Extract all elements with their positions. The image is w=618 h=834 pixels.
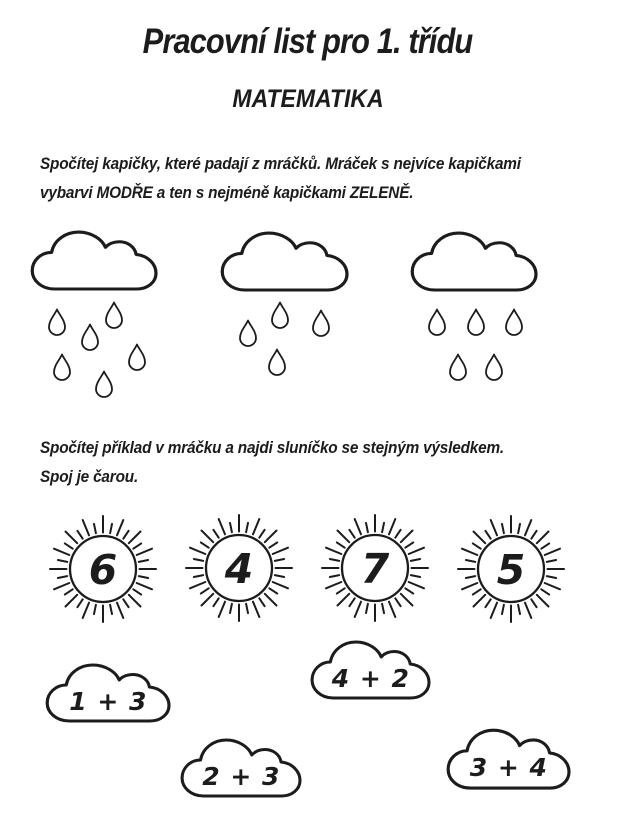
sun-3[interactable] <box>322 515 428 621</box>
sun-ray-icon <box>366 604 368 613</box>
sun-ray-icon <box>382 523 384 532</box>
expression-text: 1 + 3 <box>69 687 148 716</box>
sun-ray-icon <box>547 576 556 578</box>
rain-cloud-group-right <box>412 233 536 380</box>
sun-ray-icon <box>349 530 354 538</box>
sun-ray-icon <box>201 588 209 593</box>
sun-ray-icon <box>83 603 89 618</box>
sun-number: 5 <box>496 546 526 594</box>
sun-ray-icon <box>65 543 73 548</box>
raindrop-icon <box>269 350 285 376</box>
sun-ray-icon <box>518 524 520 533</box>
sun-ray-icon <box>110 524 112 533</box>
sun-ray-icon <box>94 524 96 533</box>
sun-ray-icon <box>330 559 339 561</box>
sun-ray-icon <box>382 604 384 613</box>
expression-text: 2 + 3 <box>202 762 281 791</box>
rain-cloud-group-left <box>32 232 156 397</box>
task1-instruction-line2: vybarvi MODŘE a ten s nejméně kapičkami ZELENĚ. <box>40 184 414 202</box>
sun-ray-icon <box>411 575 420 577</box>
sun-ray-icon <box>473 589 481 594</box>
sun-ray-icon <box>502 605 504 614</box>
sun-ray-icon <box>525 603 531 618</box>
sun-ray-icon <box>58 576 67 578</box>
task1-instruction-line1: Spočítej kapičky, které padají z mráčků. Mráček s nejvíce kapičkami <box>40 155 521 173</box>
sun-2[interactable] <box>186 515 292 621</box>
sun-ray-icon <box>202 594 214 606</box>
sun-ray-icon <box>545 549 560 555</box>
raindrop-icon <box>429 310 445 336</box>
sun-ray-icon <box>545 583 560 589</box>
raindrop-icon <box>450 355 466 381</box>
sun-ray-icon <box>518 605 520 614</box>
raindrop-icon <box>506 310 522 336</box>
rain-cloud-right[interactable] <box>412 233 536 290</box>
sun-ray-icon <box>54 583 69 589</box>
sun-ray-icon <box>537 595 549 607</box>
rain-cloud-middle[interactable] <box>222 233 347 290</box>
sun-ray-icon <box>201 542 209 547</box>
sun-ray-icon <box>123 531 128 539</box>
page-title: Pracovní list pro 1. třídu <box>142 22 473 61</box>
sun-number: 4 <box>224 545 254 593</box>
sun-ray-icon <box>474 595 486 607</box>
sun-ray-icon <box>77 531 82 539</box>
sun-ray-icon <box>349 598 354 606</box>
sun-ray-icon <box>202 531 214 543</box>
expression-cloud-group-2 <box>312 642 429 698</box>
sun-ray-icon <box>129 595 141 607</box>
rain-cloud-left[interactable] <box>32 232 156 289</box>
raindrop-icon <box>49 310 65 336</box>
sun-ray-icon <box>389 519 395 534</box>
sun-ray-icon <box>246 604 248 613</box>
expression-text: 3 + 4 <box>469 753 548 783</box>
sun-ray-icon <box>337 542 345 547</box>
sun-ray-icon <box>395 530 400 538</box>
sun-ray-icon <box>409 548 424 554</box>
sun-ray-icon <box>66 532 78 544</box>
sun-ray-icon <box>409 582 424 588</box>
sun-ray-icon <box>269 588 277 593</box>
raindrop-icon <box>54 355 70 381</box>
sun-ray-icon <box>525 520 531 535</box>
sun-ray-icon <box>139 560 148 562</box>
sun-ray-icon <box>474 532 486 544</box>
raindrop-icon <box>82 325 98 351</box>
sun-ray-icon <box>83 520 89 535</box>
raindrop-icon <box>106 303 122 329</box>
expression-cloud-group-4 <box>448 730 569 788</box>
sun-ray-icon <box>485 531 490 539</box>
sun-ray-icon <box>117 520 123 535</box>
task2-instruction-line2: Spoj je čarou. <box>40 468 139 486</box>
sun-ray-icon <box>405 588 413 593</box>
sun-ray-icon <box>265 531 277 543</box>
sun-ray-icon <box>117 603 123 618</box>
sun-ray-icon <box>190 548 205 554</box>
expression-text: 4 + 2 <box>331 664 410 693</box>
sun-ray-icon <box>213 530 218 538</box>
sun-ray-icon <box>190 582 205 588</box>
sun-ray-icon <box>133 543 141 548</box>
sun-ray-icon <box>337 588 345 593</box>
sun-ray-icon <box>137 549 152 555</box>
sun-ray-icon <box>491 520 497 535</box>
sun-ray-icon <box>541 543 549 548</box>
sun-number: 6 <box>88 546 118 594</box>
sun-ray-icon <box>473 543 481 548</box>
sun-ray-icon <box>273 548 288 554</box>
sun-ray-icon <box>502 524 504 533</box>
sun-ray-icon <box>537 532 549 544</box>
sun-ray-icon <box>129 532 141 544</box>
sun-ray-icon <box>133 589 141 594</box>
sun-ray-icon <box>531 599 536 607</box>
sun-ray-icon <box>541 589 549 594</box>
sun-ray-icon <box>531 531 536 539</box>
sun-ray-icon <box>219 602 225 617</box>
sun-ray-icon <box>246 523 248 532</box>
sun-ray-icon <box>275 559 284 561</box>
sun-number: 7 <box>360 545 390 593</box>
sun-ray-icon <box>401 594 413 606</box>
raindrop-icon <box>468 310 484 336</box>
sun-ray-icon <box>466 560 475 562</box>
sun-ray-icon <box>94 605 96 614</box>
sun-ray-icon <box>462 549 477 555</box>
raindrop-icon <box>313 311 329 337</box>
sun-ray-icon <box>330 575 339 577</box>
sun-ray-icon <box>66 595 78 607</box>
sun-ray-icon <box>230 604 232 613</box>
expression-cloud-group-3 <box>182 740 300 796</box>
sun-ray-icon <box>389 602 395 617</box>
sun-ray-icon <box>253 602 259 617</box>
sun-ray-icon <box>110 605 112 614</box>
sun-ray-icon <box>405 542 413 547</box>
sun-ray-icon <box>58 560 67 562</box>
sun-ray-icon <box>326 582 341 588</box>
sun-ray-icon <box>338 594 350 606</box>
sun-ray-icon <box>65 589 73 594</box>
sun-ray-icon <box>230 523 232 532</box>
sun-ray-icon <box>139 576 148 578</box>
sun-ray-icon <box>265 594 277 606</box>
sun-ray-icon <box>466 576 475 578</box>
raindrop-icon <box>129 345 145 371</box>
sun-ray-icon <box>547 560 556 562</box>
raindrop-icon <box>240 321 256 347</box>
raindrop-icon <box>96 372 112 398</box>
sun-ray-icon <box>395 598 400 606</box>
sun-ray-icon <box>137 583 152 589</box>
sun-ray-icon <box>253 519 259 534</box>
sun-ray-icon <box>326 548 341 554</box>
sun-ray-icon <box>54 549 69 555</box>
sun-4[interactable] <box>458 516 564 622</box>
sun-ray-icon <box>485 599 490 607</box>
sun-ray-icon <box>269 542 277 547</box>
task2-instruction-line1: Spočítej příklad v mráčku a najdi sluníčko se stejným výsledkem. <box>40 439 504 457</box>
sun-ray-icon <box>401 531 413 543</box>
sun-ray-icon <box>366 523 368 532</box>
sun-ray-icon <box>77 599 82 607</box>
sun-ray-icon <box>462 583 477 589</box>
sun-ray-icon <box>338 531 350 543</box>
raindrop-icon <box>272 303 288 329</box>
page-subtitle: MATEMATIKA <box>232 85 384 113</box>
sun-ray-icon <box>123 599 128 607</box>
sun-1[interactable] <box>50 516 156 622</box>
sun-ray-icon <box>355 519 361 534</box>
raindrop-icon <box>486 355 502 381</box>
sun-ray-icon <box>259 598 264 606</box>
expression-cloud-group-1 <box>47 665 169 721</box>
sun-ray-icon <box>219 519 225 534</box>
sun-ray-icon <box>275 575 284 577</box>
sun-ray-icon <box>355 602 361 617</box>
sun-ray-icon <box>213 598 218 606</box>
sun-ray-icon <box>491 603 497 618</box>
sun-ray-icon <box>273 582 288 588</box>
rain-cloud-group-middle <box>222 233 347 375</box>
sun-ray-icon <box>194 559 203 561</box>
sun-ray-icon <box>411 559 420 561</box>
sun-ray-icon <box>194 575 203 577</box>
sun-ray-icon <box>259 530 264 538</box>
